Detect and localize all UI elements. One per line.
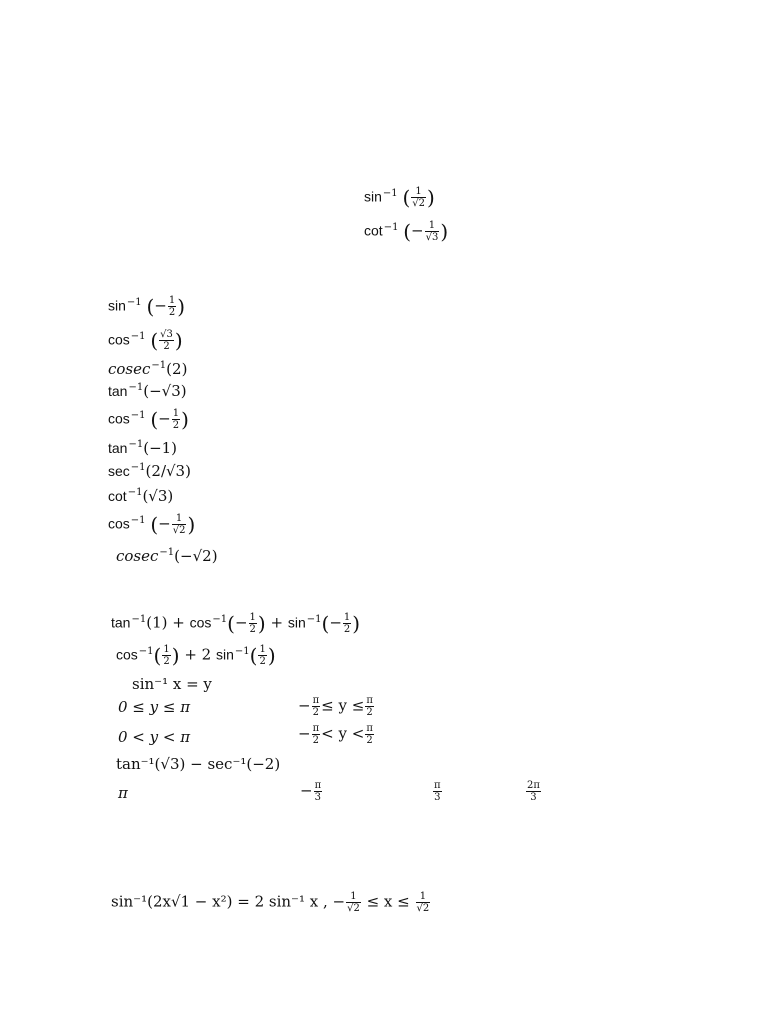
range-left-2: 0 < y < π: [118, 728, 191, 746]
list-expr-4: $\tan^{-1}(-√3)$: [108, 382, 187, 400]
top-expr-1: $\sin^{-1}$ ( $\frac{1}{√2}$ ): [364, 185, 435, 210]
range-left-1: 0 ≤ y ≤ π: [118, 698, 191, 716]
list-expr-6: $\tan^{-1}(-1)$: [108, 439, 178, 457]
list-expr-1: $\sin^{-1}$ (− $\frac{1}{2}$ ): [108, 294, 186, 319]
fraction: $\frac{1}{√2}$: [412, 186, 425, 209]
fraction: $\frac{1}{√3}$: [425, 220, 439, 243]
list-expr-3: cosec$^{-1}$(2): [108, 360, 188, 378]
combo-line-3: sin⁻¹ x = y: [132, 675, 212, 693]
list-expr-5: $\cos^{-1}$ (− $\frac{1}{2}$ ): [108, 407, 189, 432]
option-pi: π: [118, 784, 128, 802]
list-expr-10: cosec$^{-1}$(−√2): [116, 547, 218, 565]
identity-line: sin⁻¹(2x√1 − x²) = 2 sin⁻¹ x , − $\frac{1}{√2}$ ≤ x ≤ $\frac{1}{√2}$: [111, 891, 430, 914]
top-expr-2: $\cot^{-1}$ (− $\frac{1}{√3}$ ): [364, 219, 449, 244]
list-expr-9: $\cos^{-1}$ (− $\frac{1}{√2}$ ): [108, 512, 196, 537]
fn-name: sin: [364, 188, 382, 205]
range-right-2: − $\frac{\pi}{2}$ < y < $\frac{\pi}{2}$: [298, 723, 373, 746]
option-neg-pi-3: − $\frac{\pi}{3}$: [300, 780, 322, 803]
combo-line-1: $\tan^{-1}(1) + \cos^{-1}(-$ $\frac{1}{2}$ ) + $\sin^{-1}(-$ $\frac{1}{2}$ ): [111, 611, 361, 636]
combo-line-2: $\cos^{-1}$( $\frac{1}{2}$ ) + 2 $\sin^{-1}$( $\frac{1}{2}$ ): [116, 643, 276, 668]
option-2pi-3: $\frac{2\pi}{3}$: [527, 780, 540, 803]
option-pi-3: $\frac{\pi}{3}$: [434, 780, 441, 803]
combo-line-6: tan⁻¹(√3) − sec⁻¹(−2): [116, 755, 281, 773]
range-right-1: − $\frac{\pi}{2}$ ≤ y ≤ $\frac{\pi}{2}$: [298, 695, 373, 718]
list-expr-7: $\sec^{-1}(2/√3)$: [108, 462, 191, 480]
list-expr-8: $\cot^{-1}(√3)$: [108, 487, 174, 505]
list-expr-2: $\cos^{-1}$ ( $\frac{√3}{2}$ ): [108, 328, 183, 353]
